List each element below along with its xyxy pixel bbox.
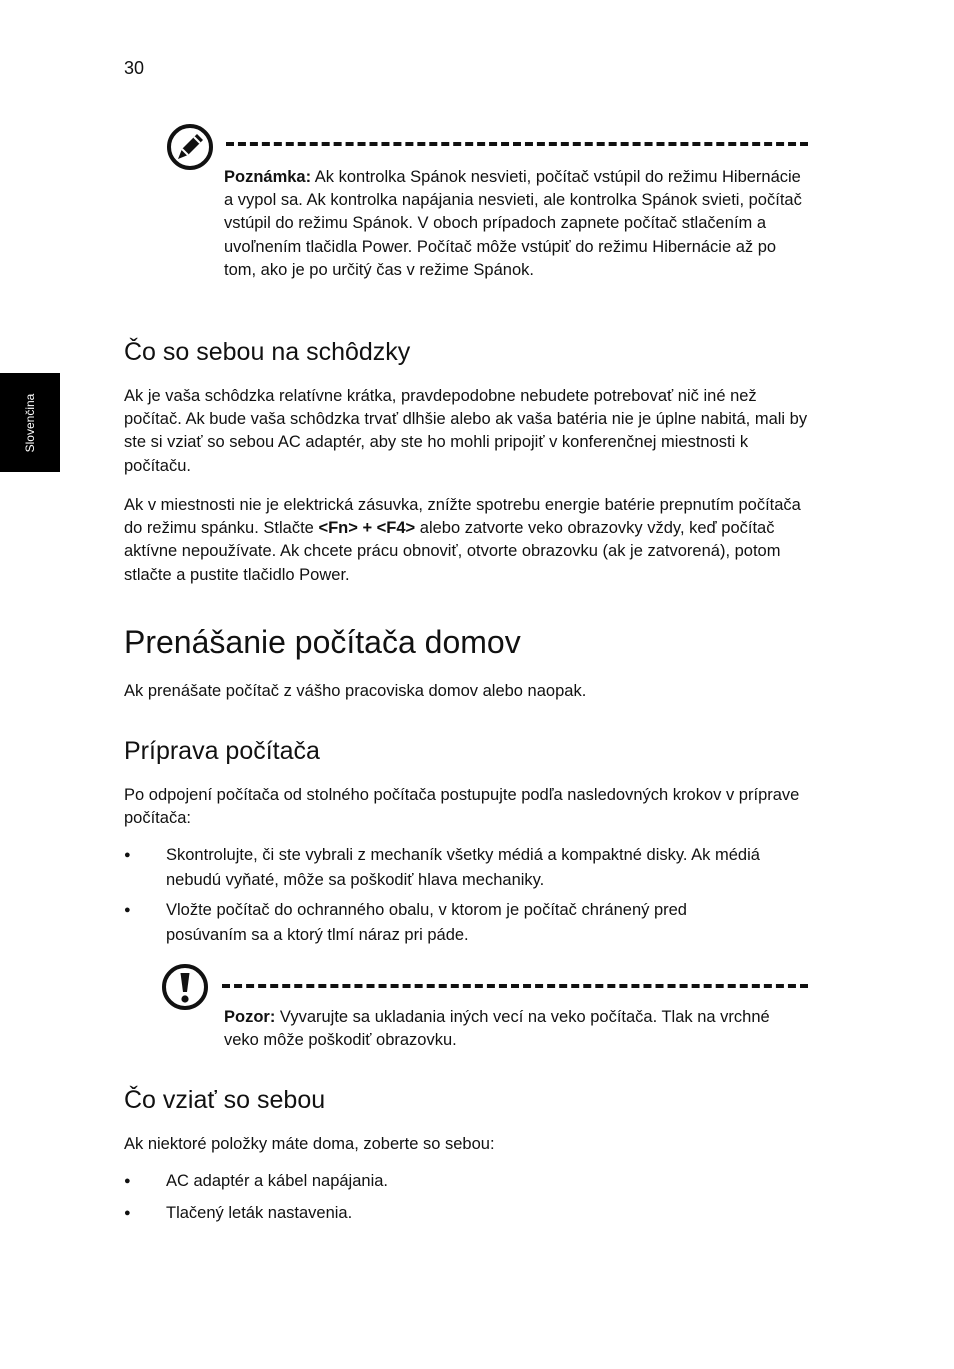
- list-item-text: AC adaptér a kábel napájania.: [166, 1172, 388, 1190]
- side-tab-label: Slovenčina: [23, 393, 37, 452]
- list-item: [124, 898, 814, 948]
- heading-meetings: Čo so sebou na schôdzky: [124, 338, 411, 366]
- key-combo: <Fn> + <F4>: [318, 519, 416, 538]
- meetings-para2-start: Ak v miestnosti nie je elektrická zásuvka, znížte spotrebu energie batérie prepnutím počítača do režimu spánku. Stlačte: [124, 496, 801, 538]
- caution-callout: [160, 962, 815, 1057]
- heading-take: Čo vziať so sebou: [124, 1086, 326, 1114]
- meetings-para2-end: alebo zatvorte veko obrazovky vždy, keď počítač aktívne nepoužívate. Ak chcete prácu obnoviť, otvorte obrazovku (ak je zatvorená), potom stlačte a pustite tlačidlo Power.: [124, 519, 781, 584]
- bullet-icon: ●: [124, 1207, 131, 1219]
- note-pen-icon: [165, 122, 215, 172]
- note-label: Poznámka:: [224, 168, 312, 186]
- take-intro: Ak niektoré položky máte doma, zoberte so sebou:: [124, 1135, 495, 1153]
- bullet-icon: ●: [124, 904, 131, 916]
- list-item: [124, 1201, 814, 1227]
- list-item-text: Skontrolujte, či ste vybrali z mechaník všetky médiá a kompaktné disky. Ak médiá nebudú vyňaté, môže sa poškodiť hlava mechaniky.: [166, 846, 760, 889]
- language-side-tab: [0, 373, 60, 472]
- list-item: [124, 843, 814, 893]
- list-item-text: Tlačený leták nastavenia.: [166, 1204, 353, 1222]
- chapter-title: Prenášanie počítača domov: [124, 624, 521, 660]
- prepare-intro: Po odpojení počítača od stolného počítača postupujte podľa nasledovných krokov v príprave počítača:: [124, 786, 800, 828]
- note-body: Ak kontrolka Spánok nesvieti, počítač vstúpil do režimu Hibernácie a vypol sa. Ak kontrolka napájania nesvieti, ale kontrolka Spánok svieti, počítač vstúpil do režimu Spánok. V oboch prípadoch zapnete počítač stlačením a uvoľnením tlačidla Power. Počítač môže vstúpiť do režimu Hibernácie až po tom, ako je po určitý čas v režime Spánok.: [224, 168, 802, 279]
- meetings-paragraph-1: Ak je vaša schôdzka relatívne krátka, pravdepodobne nebudete potrebovať nič iné než počítač. Ak bude vaša schôdzka trvať dlhšie alebo ak vaša batéria nie je úplne nabitá, mali by ste si vziať so sebou AC adaptér, aby ste ho mohli pripojiť v konferenčnej miestnosti k počítaču.: [124, 387, 808, 475]
- caution-label: Pozor:: [224, 1008, 276, 1026]
- note-callout: [165, 122, 815, 312]
- heading-prepare: Príprava počítača: [124, 737, 320, 765]
- exclamation-icon: [160, 962, 210, 1012]
- page-number: 30: [124, 58, 145, 78]
- bullet-icon: ●: [124, 1175, 131, 1187]
- caution-divider: [222, 984, 808, 988]
- meetings-paragraph-2: [124, 494, 814, 587]
- note-text: [224, 166, 809, 282]
- chapter-intro: Ak prenášate počítač z vášho pracoviska domov alebo naopak.: [124, 682, 587, 700]
- note-divider: [226, 142, 808, 146]
- caution-body: Vyvarujte sa ukladania iných vecí na veko počítača. Tlak na vrchné veko môže poškodiť obrazovku.: [224, 1008, 770, 1050]
- list-item-text: Vložte počítač do ochranného obalu, v ktorom je počítač chránený pred posúvaním sa a ktorý tlmí náraz pri páde.: [166, 901, 687, 944]
- list-item: [124, 1169, 814, 1195]
- bullet-icon: ●: [124, 849, 131, 861]
- caution-text: [224, 1006, 809, 1052]
